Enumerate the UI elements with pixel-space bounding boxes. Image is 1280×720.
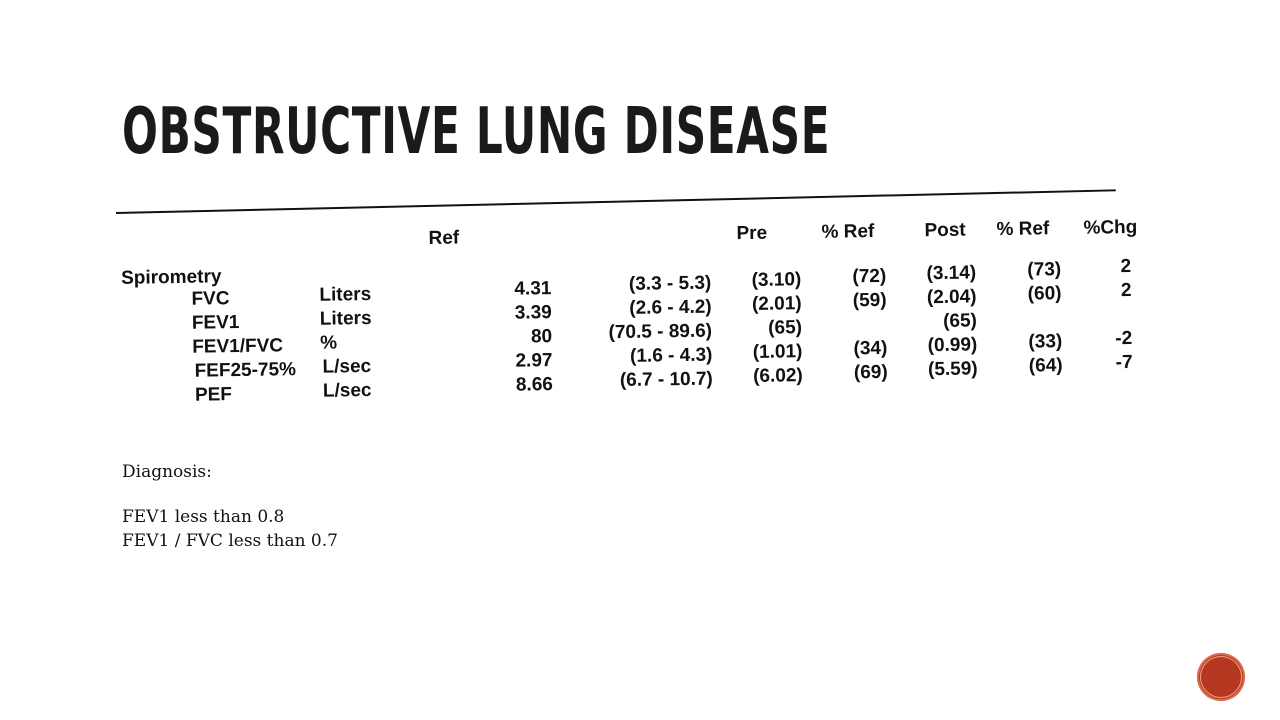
row-pct-ref-pre: (34)	[853, 337, 888, 360]
header-ref: Ref	[428, 227, 460, 249]
row-range: (70.5 - 89.6)	[608, 320, 713, 344]
header-pct-ref-pre: % Ref	[821, 220, 875, 243]
header-pre: Pre	[736, 222, 768, 245]
row-pct-chg: -2	[1115, 327, 1133, 350]
row-pct-chg	[1092, 304, 1132, 305]
row-pct-ref-pre: (59)	[852, 289, 887, 312]
row-ref: 8.66	[515, 374, 554, 396]
row-unit: %	[320, 332, 338, 354]
row-name: FEV1/FVC	[192, 335, 284, 358]
row-pct-ref-post: (60)	[1027, 283, 1062, 305]
row-pct-ref-pre	[822, 314, 887, 315]
row-pct-ref-pre: (69)	[853, 361, 888, 384]
row-pct-ref-post: (64)	[1028, 355, 1063, 377]
header-pct-chg: %Chg	[1083, 216, 1138, 239]
header-pct-ref-post: % Ref	[996, 218, 1050, 241]
header-post: Post	[924, 219, 966, 242]
row-post: (3.14)	[926, 262, 977, 285]
row-unit: L/sec	[322, 379, 372, 402]
page-title: OBSTRUCTIVE LUNG DISEASE	[122, 95, 831, 169]
row-ref: 80	[530, 326, 553, 348]
row-ref: 4.31	[514, 278, 552, 300]
row-pct-chg: 2	[1120, 255, 1132, 278]
spirometry-table-image	[110, 205, 1150, 420]
row-name: PEF	[194, 384, 233, 406]
row-pre: (3.10)	[751, 269, 802, 291]
row-ref: 2.97	[515, 350, 553, 372]
diagnosis-label: Diagnosis:	[122, 462, 212, 482]
row-range: (1.6 - 4.3)	[629, 344, 713, 367]
row-unit: Liters	[319, 283, 372, 306]
slide-nav-button[interactable]	[1197, 653, 1245, 701]
row-ref: 3.39	[514, 302, 552, 324]
row-pre: (65)	[768, 317, 803, 339]
row-unit: L/sec	[322, 355, 372, 378]
row-name: FEF25-75%	[194, 359, 297, 382]
row-pct-ref-post: (33)	[1028, 331, 1063, 353]
diagnosis-block	[122, 460, 338, 553]
row-pre: (6.02)	[752, 365, 803, 387]
row-post: (2.04)	[926, 286, 977, 309]
row-pct-chg: 2	[1120, 279, 1132, 302]
row-range: (3.3 - 5.3)	[628, 272, 712, 295]
row-pct-ref-pre: (72)	[852, 265, 887, 288]
row-pct-ref-post: (73)	[1027, 259, 1062, 281]
row-post: (65)	[942, 310, 978, 332]
row-post: (5.59)	[927, 358, 978, 381]
row-post: (0.99)	[927, 334, 978, 357]
circle-nav-icon	[1200, 656, 1242, 698]
row-unit: Liters	[319, 307, 372, 330]
row-pre: (2.01)	[751, 293, 802, 315]
spirometry-table	[110, 189, 1153, 420]
diagnosis-line: FEV1 less than 0.8	[122, 507, 285, 527]
section-label: Spirometry	[120, 266, 222, 289]
row-name: FVC	[191, 288, 230, 310]
diagnosis-line: FEV1 / FVC less than 0.7	[122, 531, 338, 551]
row-range: (6.7 - 10.7)	[619, 368, 713, 392]
row-pre: (1.01)	[752, 341, 803, 363]
row-pct-ref-post	[1002, 307, 1062, 308]
row-range: (2.6 - 4.2)	[629, 296, 712, 319]
row-name: FEV1	[191, 311, 240, 334]
row-pct-chg: -7	[1115, 351, 1133, 374]
